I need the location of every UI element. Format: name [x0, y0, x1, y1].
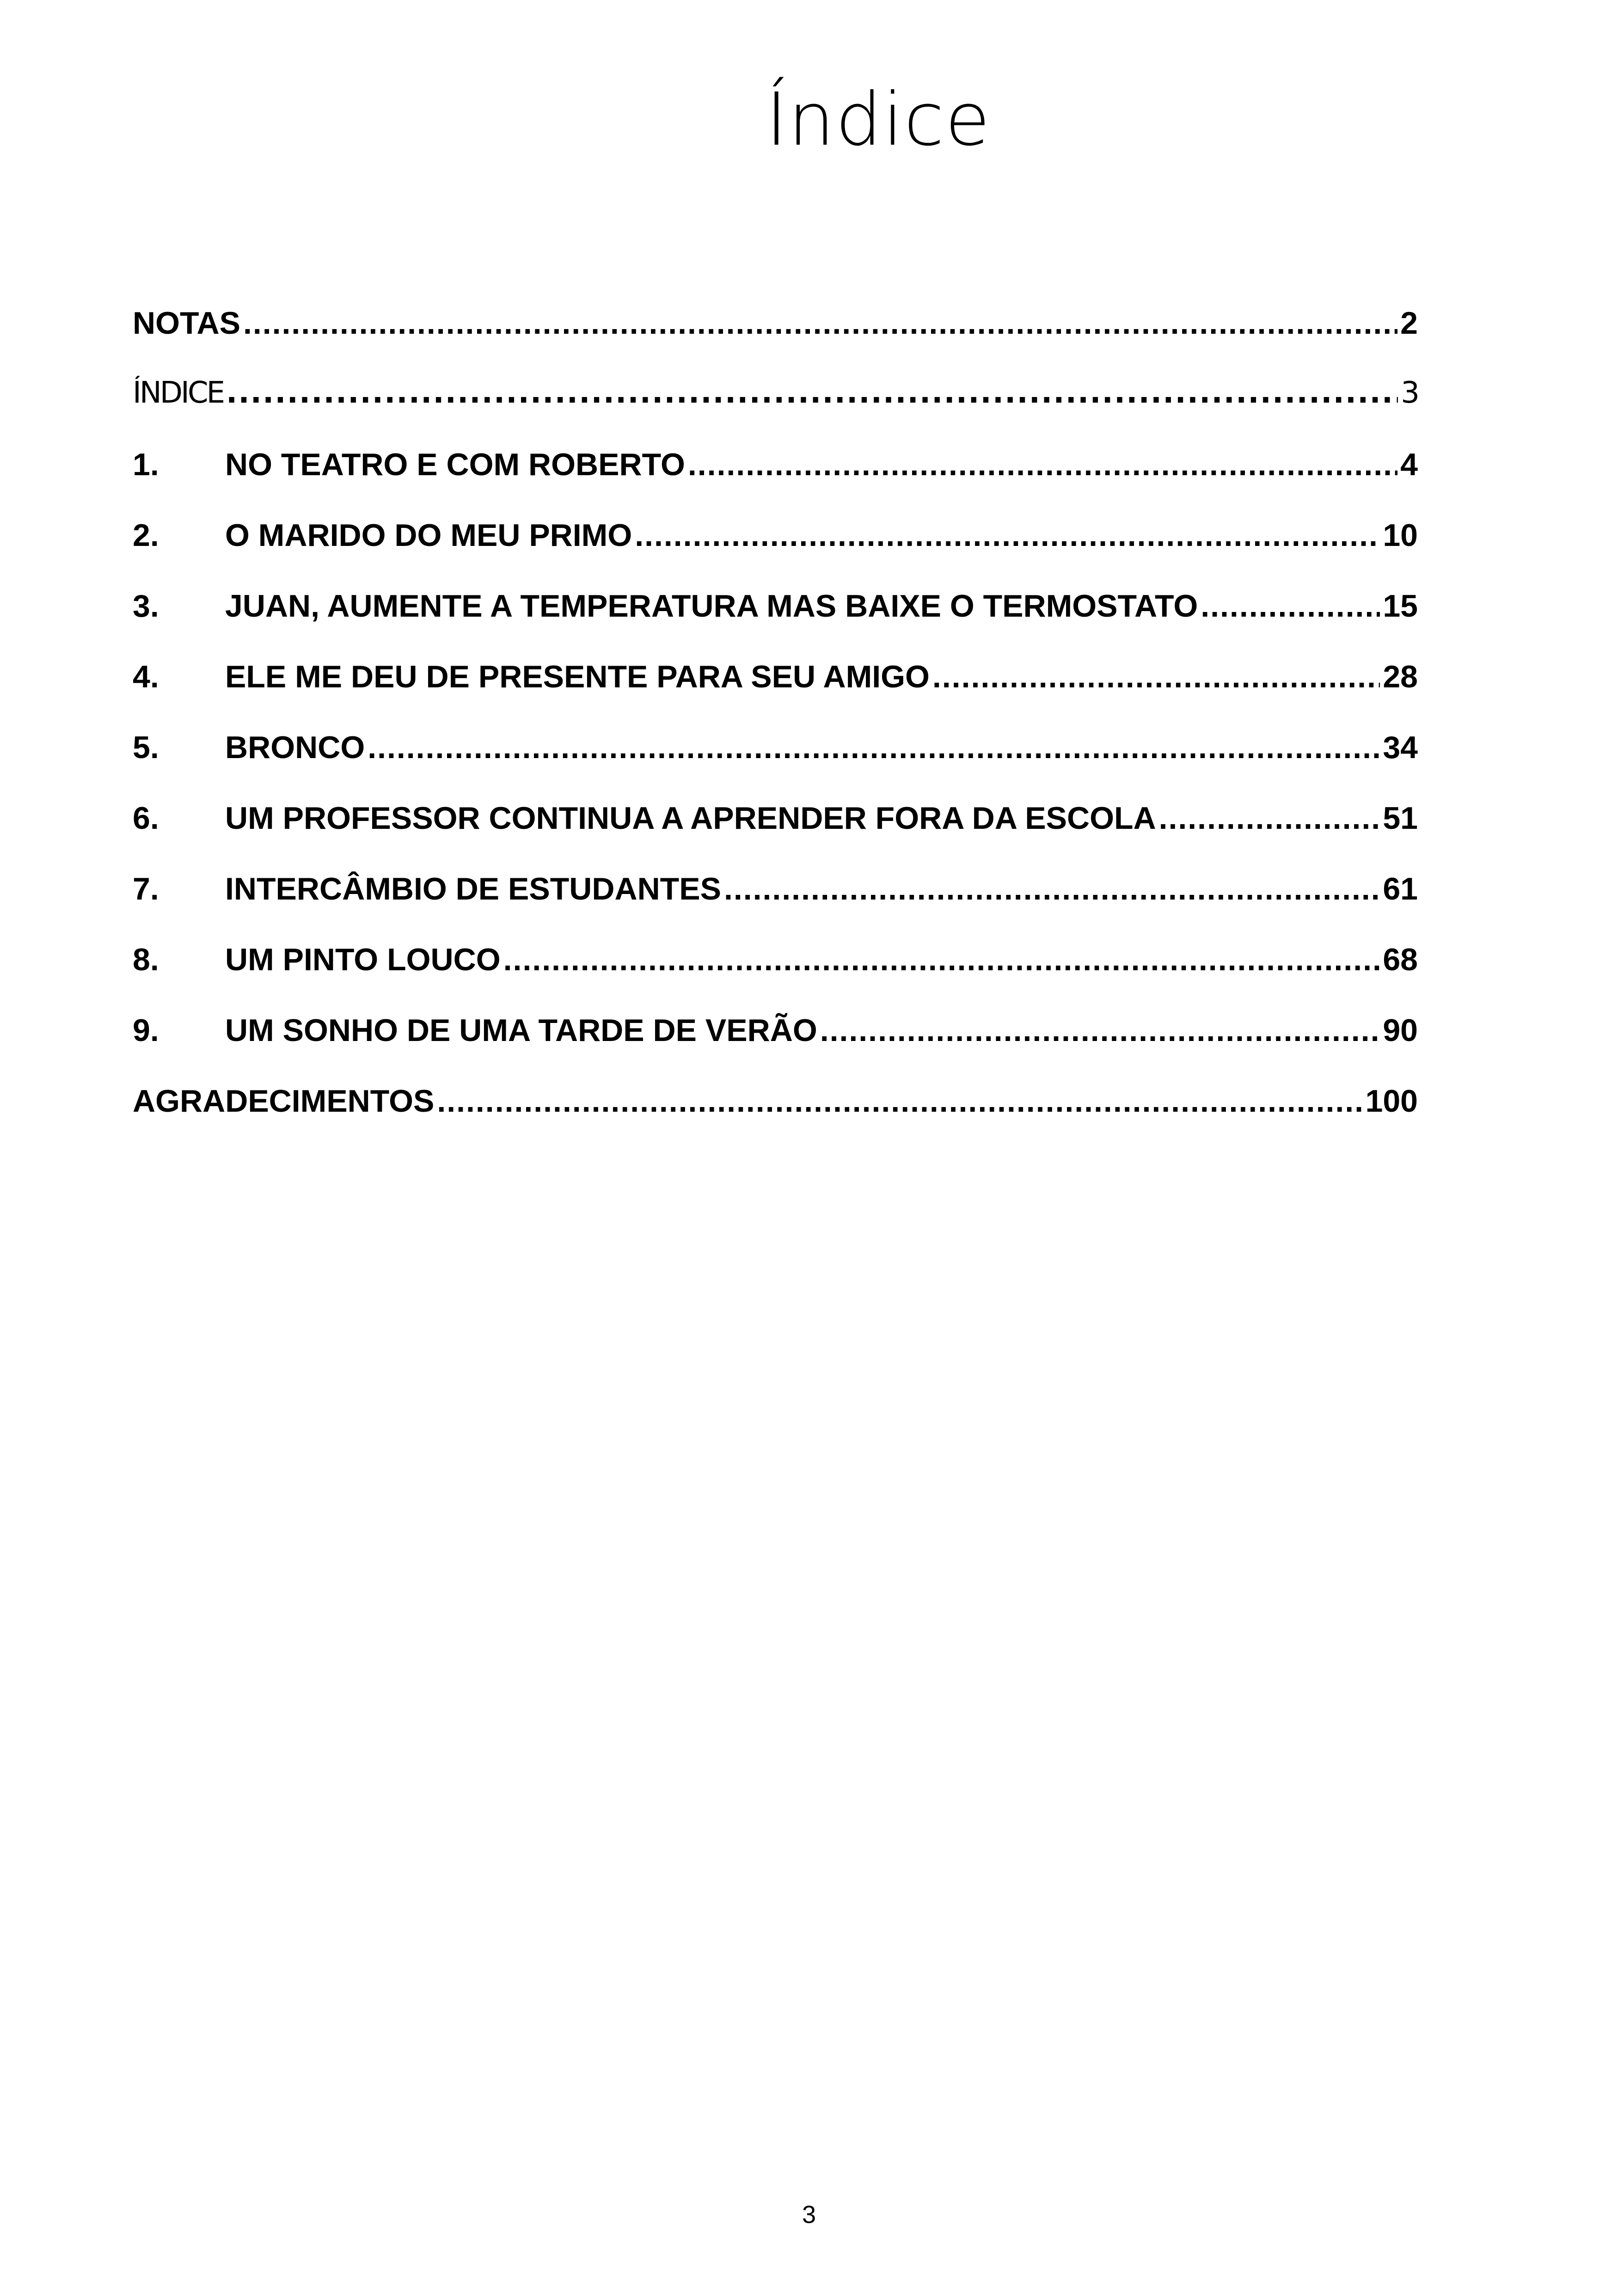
toc-entry-title: JUAN, AUMENTE A TEMPERATURA MAS BAIXE O TERMOSTATO: [225, 588, 1198, 624]
toc-entry-chapter-5[interactable]: [133, 729, 1418, 800]
toc-entry-title: NO TEATRO E COM ROBERTO: [225, 447, 685, 482]
toc-entry-title: O MARIDO DO MEU PRIMO: [225, 518, 632, 553]
toc-entry-page: 3: [1401, 376, 1418, 410]
toc-entry-page: 90: [1383, 1013, 1418, 1048]
toc-entry-title: ELE ME DEU DE PRESENTE PARA SEU AMIGO: [225, 659, 930, 694]
toc-dot-leader: [1159, 800, 1380, 836]
toc-entry-chapter-2[interactable]: [133, 517, 1418, 588]
toc-entry-number: 4.: [133, 659, 159, 694]
toc-entry-title: UM SONHO DE UMA TARDE DE VERÃO: [225, 1013, 817, 1048]
toc-entry-title: INTERCÂMBIO DE ESTUDANTES: [225, 871, 721, 906]
toc-dot-leader: [820, 1012, 1380, 1048]
toc-entry-title: ÍNDICE: [133, 376, 224, 410]
toc-entry-title: BRONCO: [225, 730, 365, 765]
toc-entry-number: 2.: [133, 518, 159, 553]
toc-entry-page: 2: [1400, 306, 1418, 341]
toc-dot-leader: [1201, 588, 1380, 624]
toc-entry-number: 1.: [133, 447, 159, 482]
toc-entry-notas[interactable]: [133, 305, 1418, 376]
toc-dot-leader: [688, 447, 1397, 483]
toc-dot-leader: [226, 376, 1398, 410]
toc-entry-page: 15: [1383, 588, 1418, 624]
toc-dot-leader: [368, 729, 1380, 765]
toc-entry-page: 61: [1383, 871, 1418, 906]
toc-dot-leader: [243, 305, 1397, 341]
toc-entry-chapter-7[interactable]: [133, 871, 1418, 942]
toc-entry-page: 10: [1383, 518, 1418, 553]
toc-entry-number: 7.: [133, 871, 159, 906]
toc-entry-title: AGRADECIMENTOS: [133, 1084, 435, 1119]
toc-entry-chapter-4[interactable]: [133, 659, 1418, 729]
toc-entry-chapter-6[interactable]: [133, 800, 1418, 871]
toc-entry-title: UM PROFESSOR CONTINUA A APRENDER FORA DA ESCOLA: [225, 801, 1156, 836]
toc-entry-number: 6.: [133, 801, 159, 836]
page-title: Índice: [766, 77, 991, 162]
toc-entry-chapter-8[interactable]: [133, 942, 1418, 1012]
toc-dot-leader: [932, 659, 1380, 695]
toc-entry-page: 51: [1383, 801, 1418, 836]
toc-entry-chapter-9[interactable]: [133, 1012, 1418, 1083]
toc-entry-chapter-1[interactable]: [133, 447, 1418, 517]
toc-entry-title: NOTAS: [133, 306, 240, 341]
toc-entry-page: 4: [1400, 447, 1418, 482]
toc-entry-chapter-3[interactable]: [133, 588, 1418, 659]
toc-entry-number: 5.: [133, 730, 159, 765]
table-of-contents: [133, 305, 1418, 1154]
toc-dot-leader: [437, 1083, 1362, 1119]
toc-entry-page: 28: [1383, 659, 1418, 694]
page-number: 3: [802, 2201, 816, 2229]
toc-entry-number: 9.: [133, 1013, 159, 1048]
toc-dot-leader: [724, 871, 1380, 907]
toc-entry-page: 100: [1365, 1084, 1418, 1119]
toc-entry-agradecimentos[interactable]: [133, 1083, 1418, 1154]
toc-entry-page: 68: [1383, 942, 1418, 977]
toc-entry-number: 3.: [133, 588, 159, 624]
toc-dot-leader: [635, 517, 1380, 553]
toc-entry-page: 34: [1383, 730, 1418, 765]
toc-entry-indice[interactable]: [133, 376, 1418, 447]
toc-entry-title: UM PINTO LOUCO: [225, 942, 501, 977]
toc-entry-number: 8.: [133, 942, 159, 977]
toc-dot-leader: [503, 942, 1380, 978]
